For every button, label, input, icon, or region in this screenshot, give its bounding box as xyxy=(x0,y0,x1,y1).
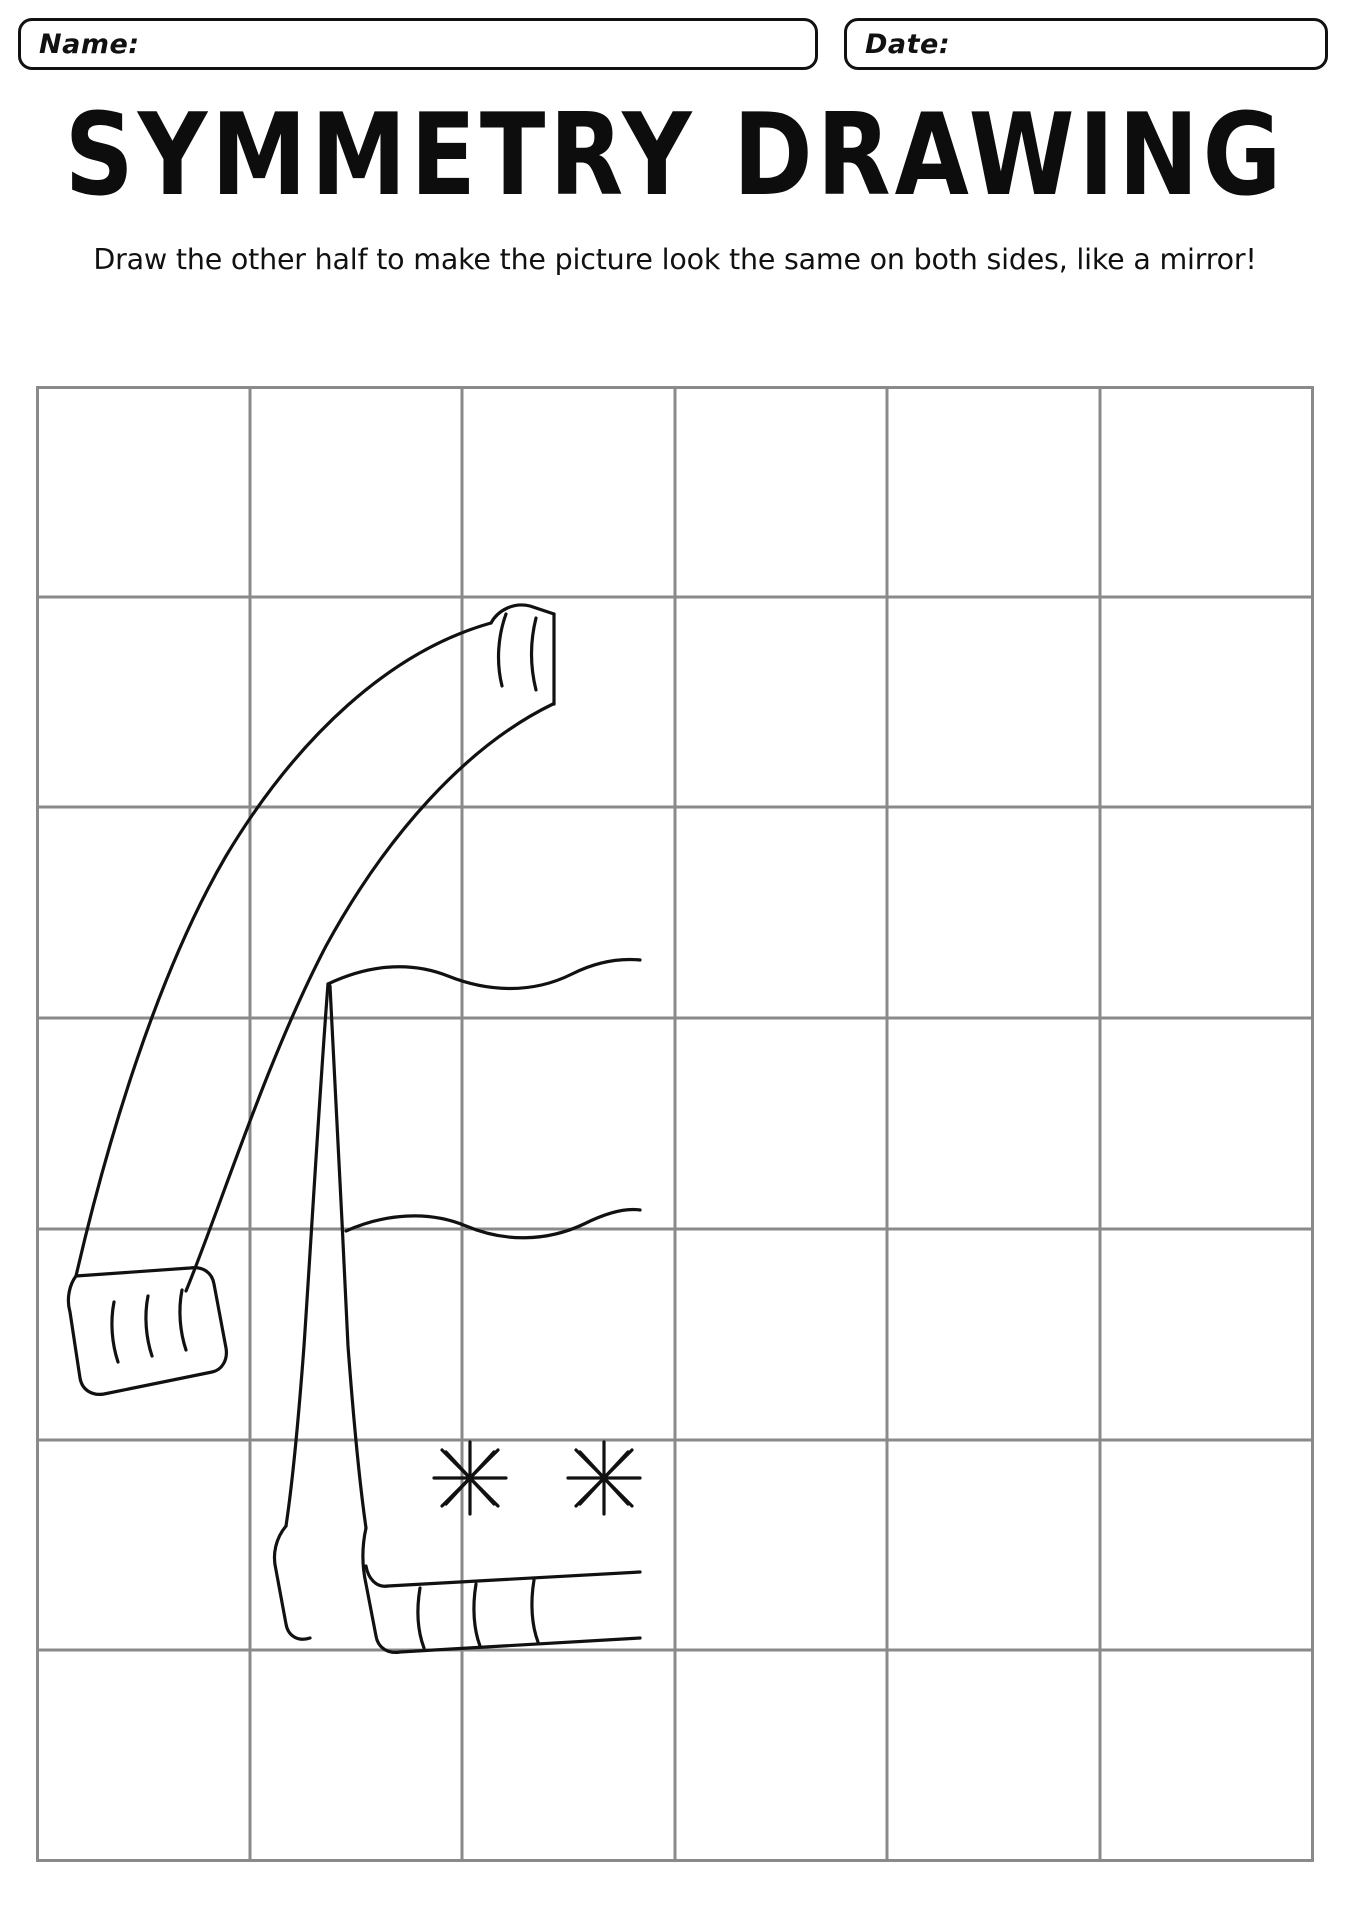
sweater-half-drawing xyxy=(68,605,640,1652)
date-field[interactable] xyxy=(844,18,1328,70)
page-title: SYMMETRY DRAWING xyxy=(64,88,1286,222)
snowflake-motif xyxy=(434,1442,506,1514)
header-fields xyxy=(18,18,1332,70)
name-label: Name: xyxy=(39,28,140,60)
name-field[interactable] xyxy=(18,18,818,70)
drawing-grid xyxy=(36,386,1314,1862)
snowflake-motif xyxy=(568,1442,640,1514)
instructions-text: Draw the other half to make the picture look the same on both sides, like a mirror! xyxy=(93,242,1257,276)
date-label: Date: xyxy=(865,28,951,60)
grid-lines xyxy=(38,388,1313,1861)
